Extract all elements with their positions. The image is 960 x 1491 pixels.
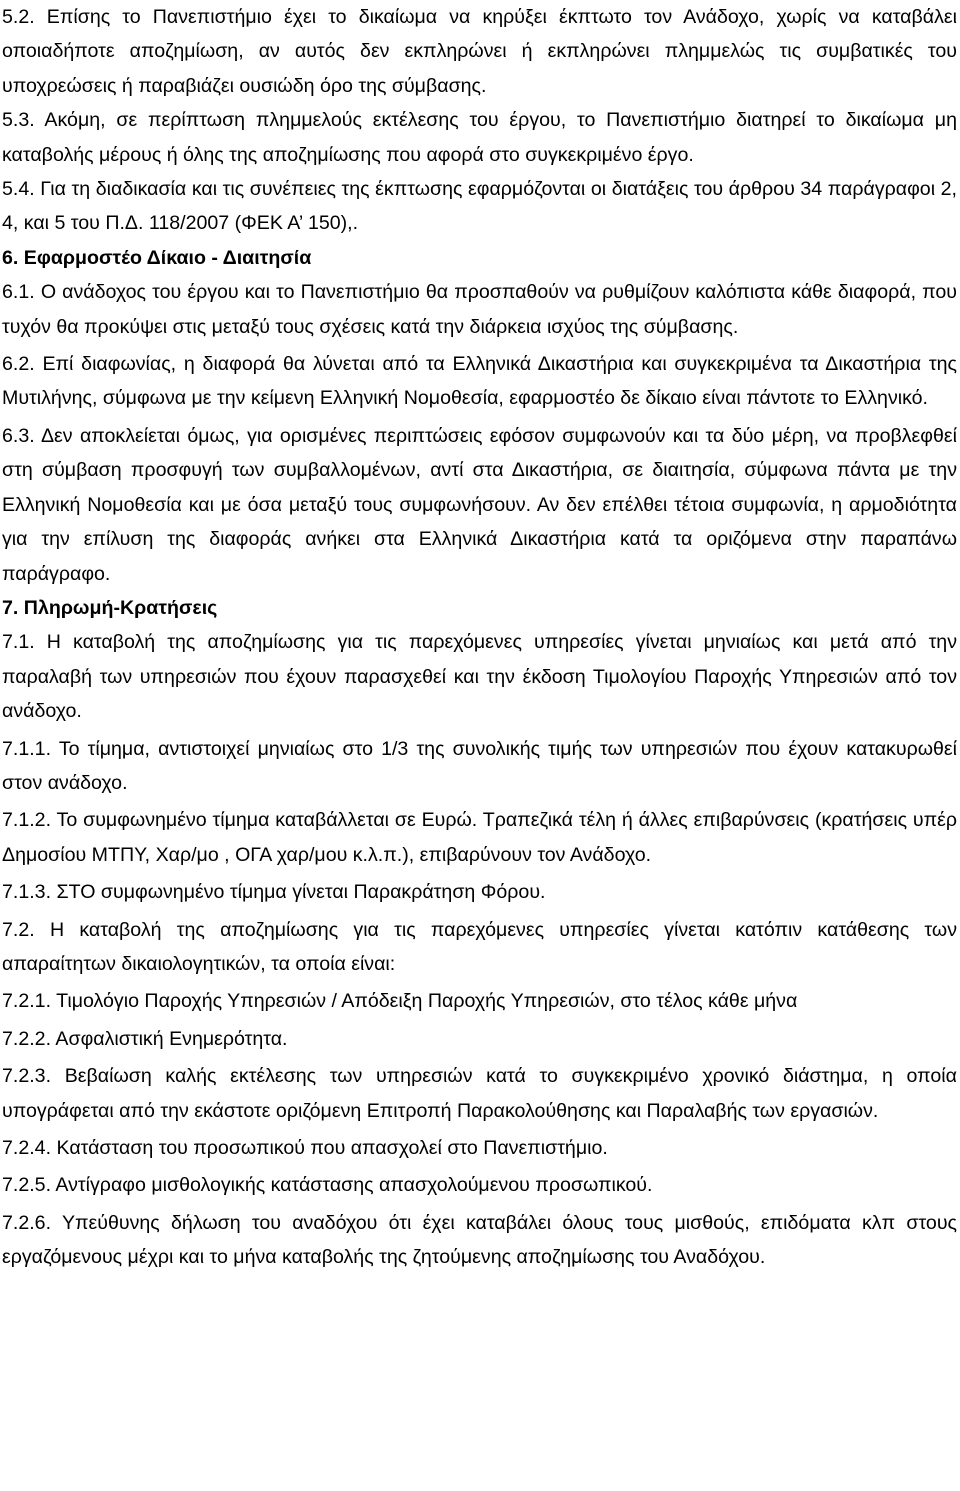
paragraph-text: Τιμολόγιο Παροχής Υπηρεσιών / Απόδειξη Παροχής Υπηρεσιών, στο τέλος κάθε μήνα: [56, 990, 798, 1013]
paragraph-text: Ο ανάδοχος του έργου και το Πανεπιστήμιο θα προσπαθούν να ρυθμίζουν καλόπιστα κάθε διαφορά, που τυχόν θα προκύψει στις μεταξύ τους σχέσεις κατά την διάρκεια ισχύος της σύμβασης.: [2, 281, 957, 338]
section-heading-6: [2, 241, 957, 275]
paragraph-number: 7.1.3.: [2, 881, 52, 904]
paragraph-text: Ασφαλιστική Ενημερότητα.: [55, 1027, 288, 1050]
paragraph-number: 7.1.1.: [2, 737, 52, 760]
section-title: Εφαρμοστέο Δίκαιο - Διαιτησία: [23, 246, 312, 269]
paragraph-text: Επίσης το Πανεπιστήμιο έχει το δικαίωμα να κηρύξει έκπτωτο τον Ανάδοχο, χωρίς να καταβάλει οποιαδήποτε αποζημίωση, αν αυτός δεν εκπληρώνει ή εκπληρώνει πλημμελώς τις συμβατικές του υποχρεώσεις ή παραβιάζει ουσιώδη όρο της σύμβασης.: [2, 6, 957, 97]
paragraph-text: Δεν αποκλείεται όμως, για ορισμένες περιπτώσεις εφόσον συμφωνούν και τα δύο μέρη, να προβλεφθεί στη σύμβαση προσφυγή των συμβαλλομένων, αντί στα Δικαστήρια, σε διαιτησία, σύμφωνα πάντα με την Ελληνική Νομοθεσία και με όσα μεταξύ τους συμφωνήσουν. Αν δεν επέλθει τέτοια συμφωνία, η αρμοδιότητα για την επίλυση της διαφοράς ανήκει στα Ελληνικά Δικαστήρια κατά τα οριζόμενα στην παραπάνω παράγραφο.: [2, 424, 957, 585]
paragraph-number: 7.1.: [2, 631, 35, 654]
paragraph-number: 7.2.5.: [2, 1174, 52, 1197]
paragraph-text: Βεβαίωση καλής εκτέλεσης των υπηρεσιών κατά το συγκεκριμένο χρονικό διάστημα, η οποία υπογράφεται από την εκάστοτε οριζόμενη Επιτροπή Παρακολούθησης και Παραλαβής των εργασιών.: [2, 1065, 957, 1122]
paragraph-text: Το τίμημα, αντιστοιχεί μηνιαίως στο 1/3 της συνολικής τιμής των υπηρεσιών που έχουν κατακυρωθεί στον ανάδοχο.: [2, 737, 958, 794]
paragraph-7-2-1: [2, 984, 957, 1018]
paragraph-7-1: [2, 625, 957, 728]
paragraph-text: Υπεύθυνης δήλωση του αναδόχου ότι έχει καταβάλει όλους τους μισθούς, επιδόματα κλπ στους εργαζόμενους μέχρι και το μήνα καταβολής της ζητούμενης αποζημίωσης του Αναδόχου.: [2, 1211, 957, 1269]
paragraph-text: Επί διαφωνίας, η διαφορά θα λύνεται από τα Ελληνικά Δικαστήρια και συγκεκριμένα τα Δικαστήρια της Μυτιλήνης, σύμφωνα με την κείμενη Ελληνική Νομοθεσία, εφαρμοστέο δε δίκαιο είναι πάντοτε το Ελληνικό.: [2, 353, 957, 410]
paragraph-7-2-3: [2, 1059, 957, 1128]
paragraph-5-2: [2, 0, 957, 103]
paragraph-6-2: [2, 347, 957, 416]
paragraph-number: 7.2.1.: [2, 990, 52, 1013]
paragraph-7-2-4: [2, 1131, 957, 1165]
paragraph-number: 5.2.: [2, 6, 35, 28]
paragraph-6-1: [2, 275, 957, 344]
paragraph-5-4: [2, 172, 957, 241]
paragraph-text: Η καταβολή της αποζημίωσης για τις παρεχόμενες υπηρεσίες γίνεται κατόπιν κατάθεσης των απαραίτητων δικαιολογητικών, τα οποία είναι:: [2, 918, 957, 975]
paragraph-number: 7.2.6.: [2, 1211, 52, 1234]
paragraph-text: Ακόμη, σε περίπτωση πλημμελούς εκτέλεσης του έργου, το Πανεπιστήμιο διατηρεί το δικαίωμα μη καταβολής μέρους ή όλης της αποζημίωσης που αφορά στο συγκεκριμένο έργο.: [2, 109, 957, 166]
paragraph-text: Αντίγραφο μισθολογικής κατάστασης απασχολούμενου προσωπικού.: [55, 1174, 653, 1197]
paragraph-7-2-6: [2, 1206, 957, 1275]
paragraph-text: ΣΤΟ συμφωνημένο τίμημα γίνεται Παρακράτηση Φόρου.: [56, 881, 546, 904]
paragraph-text: Η καταβολή της αποζημίωσης για τις παρεχόμενες υπηρεσίες γίνεται μηνιαίως και μετά από την παραλαβή των υπηρεσιών που έχουν παρασχεθεί και την έκδοση Τιμολογίου Παροχής Υπηρεσιών από τον ανάδοχο.: [2, 631, 958, 723]
paragraph-6-3: [2, 419, 957, 591]
paragraph-number: 7.1.2.: [2, 809, 52, 832]
section-number: 6.: [2, 246, 19, 269]
paragraph-7-1-3: [2, 875, 957, 909]
paragraph-number: 7.2.4.: [2, 1137, 52, 1159]
paragraph-number: 7.2.2.: [2, 1027, 52, 1050]
paragraph-number: 5.3.: [2, 109, 35, 132]
section-heading-7: [2, 591, 957, 625]
section-title: Πληρωμή-Κρατήσεις: [23, 596, 218, 619]
paragraph-7-2-2: [2, 1022, 957, 1056]
paragraph-text: Το συμφωνημένο τίμημα καταβάλλεται σε Ευρώ. Τραπεζικά τέλη ή άλλες επιβαρύνσεις (κρατήσεις υπέρ Δημοσίου ΜΤΠΥ, Χαρ/μο , ΟΓΑ χαρ/μου κ.λ.π.), επιβαρύνουν τον Ανάδοχο.: [2, 809, 957, 866]
paragraph-number: 7.2.: [2, 918, 35, 941]
paragraph-text: Για τη διαδικασία και τις συνέπειες της έκπτωσης εφαρμόζονται οι διατάξεις του άρθρου 34 παράγραφοι 2, 4, και 5 του Π.Δ. 118/2007 (ΦΕΚ Α’ 150),.: [2, 178, 957, 235]
paragraph-number: 6.3.: [2, 424, 35, 447]
paragraph-text: Κατάσταση του προσωπικού που απασχολεί στο Πανεπιστήμιο.: [56, 1137, 608, 1159]
paragraph-7-2: [2, 913, 957, 982]
paragraph-number: 6.1.: [2, 281, 35, 304]
paragraph-number: 7.2.3.: [2, 1065, 52, 1088]
paragraph-7-2-5: [2, 1168, 957, 1202]
paragraph-5-3: [2, 103, 957, 172]
paragraph-7-1-1: [2, 732, 957, 801]
section-number: 7.: [2, 596, 19, 619]
paragraph-number: 5.4.: [2, 178, 35, 201]
paragraph-number: 6.2.: [2, 353, 35, 376]
paragraph-7-1-2: [2, 803, 957, 872]
